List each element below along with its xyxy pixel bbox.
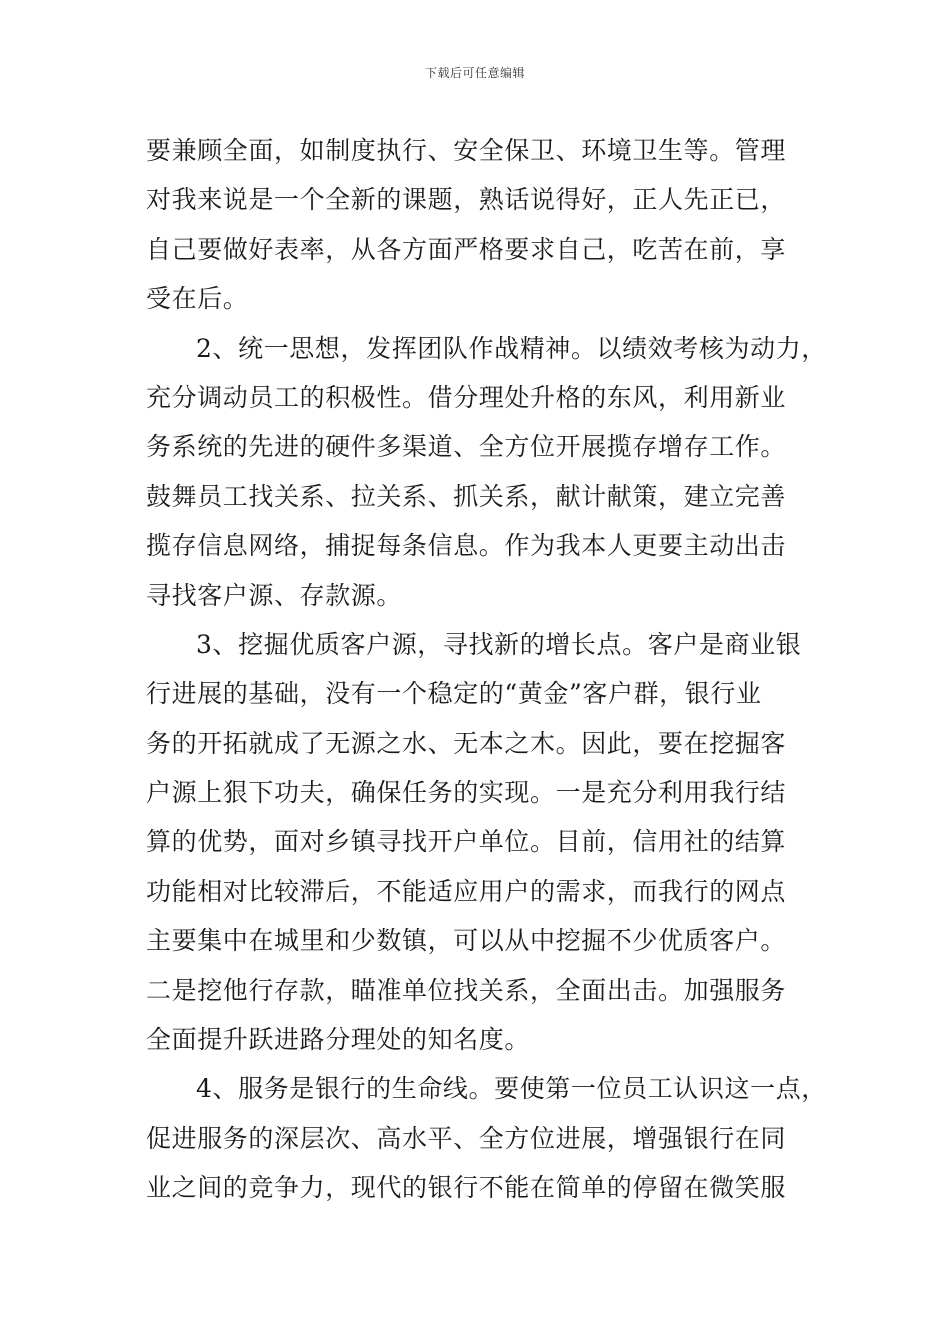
text-line: 4、服务是银行的生命线。要使第一位员工认识这一点，	[196, 1074, 827, 1104]
page-header: 下载后可任意编辑	[424, 66, 525, 80]
body-text	[146, 126, 836, 1213]
text-line: 充分调动员工的积极性。借分理处升格的东风，利用新业	[146, 382, 787, 412]
text-line: 务系统的先进的硬件多渠道、全方位开展揽存增存工作。	[146, 432, 787, 462]
text-line: 算的优势，面对乡镇寻找开户单位。目前，信用社的结算	[146, 827, 787, 857]
text-line: 主要集中在城里和少数镇，可以从中挖掘不少优质客户。	[146, 926, 787, 956]
text-line: 业之间的竞争力，现代的银行不能在简单的停留在微笑服	[146, 1173, 787, 1203]
text-line: 要兼顾全面，如制度执行、安全保卫、环境卫生等。管理	[146, 136, 787, 165]
text-line: 自己要做好表率，从各方面严格要求自己，吃苦在前，享	[146, 234, 787, 264]
text-line: 促进服务的深层次、高水平、全方位进展，增强银行在同	[146, 1123, 787, 1153]
text-line: 户源上狠下功夫，确保任务的实现。一是充分利用我行结	[146, 778, 787, 808]
text-line: 2、统一思想，发挥团队作战精神。以绩效考核为动力，	[196, 333, 827, 363]
text-line: 务的开拓就成了无源之水、无本之木。因此，要在挖掘客	[146, 728, 787, 758]
text-line: 3、挖掘优质客户源，寻找新的增长点。客户是商业银	[196, 629, 802, 659]
text-line: 鼓舞员工找关系、拉关系、抓关系，献计献策，建立完善	[146, 481, 787, 511]
text-line: 对我来说是一个全新的课题，熟话说得好，正人先正已，	[146, 185, 787, 215]
text-line: 全面提升跃进路分理处的知名度。	[146, 1025, 531, 1055]
text-line: 功能相对比较滞后，不能适应用户的需求，而我行的网点	[146, 876, 787, 906]
text-line: 受在后。	[146, 284, 249, 314]
text-line: 寻找客户源、存款源。	[146, 580, 403, 610]
text-line: 行进展的基础，没有一个稳定的“黄金”客户群，银行业	[146, 679, 762, 709]
text-line: 二是挖他行存款，瞄准单位找关系，全面出击。加强服务	[146, 975, 787, 1005]
text-line: 揽存信息网络，捕捉每条信息。作为我本人更要主动出击	[146, 531, 787, 561]
